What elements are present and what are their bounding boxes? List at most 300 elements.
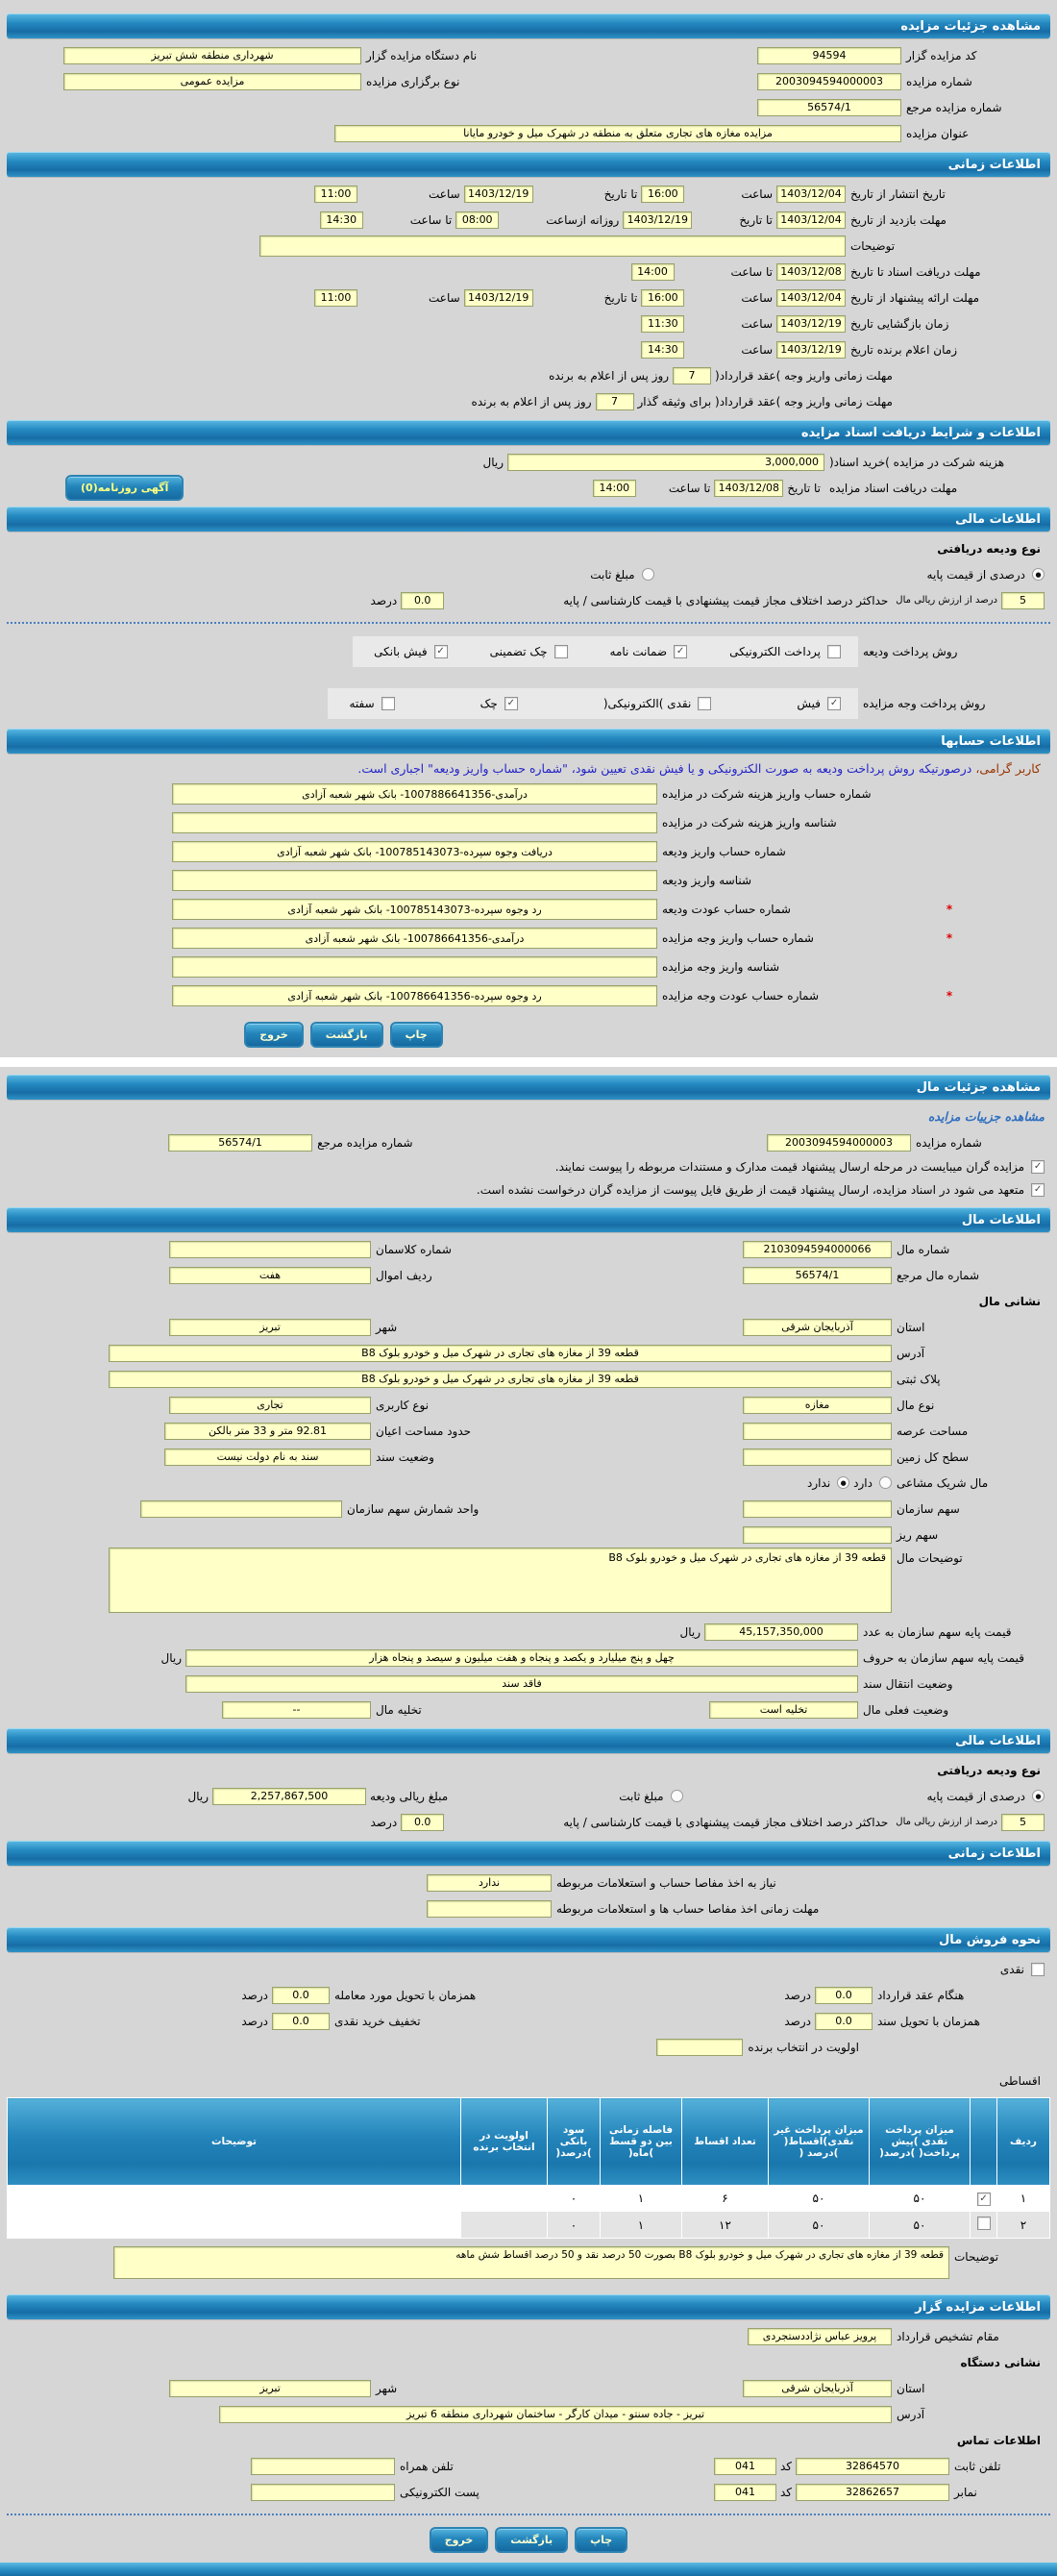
publish-time-from-field[interactable]: 16:00 <box>641 186 684 203</box>
to-date-label: تا تاریخ <box>739 212 773 227</box>
deposit-amount-field[interactable]: 2,257,867,500 <box>212 1788 366 1805</box>
org-share-unit-label: واحد شمارش سهم سازمان <box>347 1501 479 1516</box>
percent-of-base-radio[interactable]: ● <box>1032 568 1045 581</box>
city-label: شهر <box>376 2381 398 2395</box>
account-row <box>7 895 1050 924</box>
row-agency-province-city <box>7 2375 1050 2401</box>
classification-label: شماره کلاسمان <box>376 1242 452 1256</box>
row-clearance-need <box>7 1870 1050 1895</box>
section-header-time-info <box>7 152 1050 177</box>
row-contract-authority <box>7 2323 1050 2349</box>
winner-priority-label: اولویت در انتخاب برنده <box>748 2040 859 2054</box>
opening-time-label: زمان بازگشایی تاریخ <box>850 316 949 331</box>
to-hour-label: تا ساعت <box>668 481 711 495</box>
required-asterisk: * <box>946 989 953 1003</box>
org-share-field[interactable] <box>743 1500 892 1518</box>
at-contract-label: هنگام عقد قرارداد <box>877 1988 965 2002</box>
clearance-deadline-label: مهلت زمانی اخذ مفاصا حساب ها و استعلامات مربوطه <box>556 1901 820 1916</box>
asset-type-label: نوع مال <box>897 1398 935 1412</box>
time-desc-label: توضیحات <box>850 238 896 253</box>
visit-time-to-field[interactable]: 14:30 <box>320 211 363 229</box>
land-area-field[interactable] <box>743 1423 892 1440</box>
base-price-field[interactable]: 45,157,350,000 <box>704 1623 858 1641</box>
deed-transfer-label: وضعیت انتقال سند <box>863 1676 953 1691</box>
asset-desc-label: توضیحات مال <box>897 1551 963 1565</box>
account-field[interactable] <box>172 956 657 978</box>
has-partner-radio[interactable] <box>879 1476 892 1489</box>
percent-of-base-radio-label: درصدی از قیمت پایه <box>926 1789 1025 1803</box>
has-partner-label: دارد <box>853 1475 873 1490</box>
row-select-checkbox[interactable]: ✓ <box>977 2192 991 2206</box>
account-field[interactable] <box>172 870 657 891</box>
account-row <box>7 866 1050 895</box>
row-current-status <box>7 1697 1050 1722</box>
docs-deadline2-label: مهلت دریافت اسناد مزایده <box>829 481 958 495</box>
no-file-request-checkbox[interactable]: ✓ <box>1031 1183 1045 1197</box>
auction-ref-field[interactable]: 56574/1 <box>757 99 901 116</box>
current-status-label: وضعیت فعلی مال <box>863 1702 949 1717</box>
email-field[interactable] <box>251 2484 395 2501</box>
pay-deadline-1-field[interactable]: 7 <box>673 367 711 384</box>
row-code-agency <box>7 42 1050 68</box>
row-winner <box>7 336 1050 362</box>
row-cash-percents-1 <box>7 1982 1050 2008</box>
rial-unit-label: ریال <box>482 455 504 469</box>
max-diff-label: حداکثر درصد اختلاف مجاز قیمت پیشنهادی با قیمت کارشناسی / پایه <box>563 593 889 607</box>
cash-discount-field[interactable]: 0.0 <box>272 2013 330 2030</box>
auction-pay-method-label: روش پرداخت وجه مزایده <box>863 697 986 710</box>
hour-label: ساعت <box>741 290 773 305</box>
notice-body: درصورتیکه روش پرداخت ودیعه به صورت الکترونیکی و یا فیش نقدی تعیین شود، "شماره حساب واریز ودیعه" اجباری است. <box>357 761 972 776</box>
fax-field[interactable]: 32862657 <box>796 2484 949 2501</box>
participation-fee-label: هزینه شرکت در مزایده )خرید اسناد( <box>829 455 1005 469</box>
vacate-field[interactable]: -- <box>222 1701 371 1719</box>
max-diff-field[interactable]: 0.0 <box>401 592 444 609</box>
org-share-label: سهم سازمان <box>897 1501 960 1516</box>
auction-title-field[interactable]: مزایده مغازه های تجاری متعلق به منطقه در شهرک میل و خودرو مایانا <box>334 125 901 142</box>
offer-date-to-field[interactable]: 1403/12/19 <box>464 289 533 307</box>
account-row <box>7 981 1050 1010</box>
auction-pay-methods-panel <box>328 688 858 719</box>
deposit-type-label: نوع ودیعه دریافتی <box>937 1763 1041 1777</box>
top-button-row <box>7 1022 1050 1048</box>
phone-field[interactable]: 32864570 <box>796 2458 949 2475</box>
registration-plate-label: پلاک ثبتی <box>897 1372 941 1386</box>
fixed-amount-radio-label: مبلغ ثابت <box>590 567 635 582</box>
time-desc-field[interactable] <box>259 235 846 257</box>
promissory-note-label: سفته <box>349 697 375 710</box>
cash-electronic-label: نقدی )الکترونیکی( <box>602 697 692 710</box>
at-deed-transfer-field[interactable]: 0.0 <box>815 2013 873 2030</box>
publish-date-to-field[interactable]: 1403/12/19 <box>464 186 533 203</box>
bank-slip-checkbox[interactable]: ✓ <box>434 645 448 658</box>
section-title: اطلاعات حسابها <box>941 733 1041 749</box>
row-deposit-radios-2 <box>7 1783 1050 1809</box>
col-winner-priority: اولویت در انتخاب برنده <box>461 2098 548 2186</box>
docs-deadline2-date-field[interactable]: 1403/12/08 <box>714 480 783 497</box>
installment-row-1 <box>8 2186 1050 2212</box>
mobile-field[interactable] <box>251 2458 395 2475</box>
row-clearance-deadline <box>7 1895 1050 1921</box>
row-auction-details-link <box>7 1103 1050 1129</box>
publish-time-to-field[interactable]: 11:00 <box>314 186 357 203</box>
cash-electronic-checkbox[interactable] <box>698 697 711 710</box>
auctioneer-code-label: کد مزایده گزار <box>906 48 977 62</box>
fax-label: نمابر <box>954 2485 977 2499</box>
row-opening <box>7 310 1050 336</box>
deed-transfer-field[interactable]: فاقد سند <box>185 1675 858 1693</box>
city-label: شهر <box>376 1320 398 1334</box>
participation-fee-field[interactable]: 3,000,000 <box>507 454 824 471</box>
required-asterisk: * <box>946 931 953 945</box>
winner-priority <box>461 2212 548 2239</box>
building-area-label: حدود مساحت اعیان <box>376 1424 472 1438</box>
offer-time-to-field[interactable]: 11:00 <box>314 289 357 307</box>
exit-button[interactable]: خروج <box>430 2527 489 2553</box>
building-area-field[interactable]: 92.81 متر و 33 متر بالکن <box>164 1423 371 1440</box>
section-title: مشاهده جزئیات مزایده <box>900 18 1041 34</box>
agency-name-field[interactable]: شهرداری منطقه شش تبریز <box>63 47 361 64</box>
account-label: شماره حساب عودت وجه مزایده <box>662 989 820 1003</box>
visit-date-from-field[interactable]: 1403/12/04 <box>776 211 846 229</box>
installment-row-2 <box>8 2212 1050 2239</box>
base-price-label: قیمت پایه سهم سازمان به عدد <box>863 1624 1012 1639</box>
winner-priority-field[interactable] <box>656 2039 743 2056</box>
notice-lead: کاربر گرامی، <box>975 761 1041 776</box>
slip-checkbox[interactable]: ✓ <box>827 697 841 710</box>
classification-field[interactable] <box>169 1241 371 1258</box>
area-code-label: کد <box>779 2485 792 2499</box>
area-code-field[interactable]: 041 <box>714 2458 776 2475</box>
current-status-field[interactable]: تخلیه است <box>709 1701 858 1719</box>
percent-unit-label: درصد <box>784 2014 811 2028</box>
section-title: اطلاعات و شرایط دریافت اسناد مزایده <box>800 425 1041 440</box>
auction-number-label: شماره مزایده <box>906 74 972 88</box>
percent-unit-label: درصد <box>370 1815 398 1829</box>
required-asterisk: * <box>946 903 953 916</box>
visit-time-from-field[interactable]: 08:00 <box>455 211 499 229</box>
section-title: اطلاعات مالی <box>955 511 1041 527</box>
back-button[interactable]: بازگشت <box>310 1022 383 1048</box>
percent-unit-label: درصد <box>241 1988 268 2002</box>
daily-from-hour-label: روزانه ازساعت <box>546 212 620 227</box>
rial-unit-label: ریال <box>187 1789 209 1803</box>
attachment-required-label: مزایده گران میبایست در مرحله ارسال پیشنهاد قیمت مدارک و مستندات مربوطه را پیوست نمایند. <box>554 1160 1024 1174</box>
row-area <box>7 1418 1050 1444</box>
asset-desc-field[interactable]: قطعه 39 از مغازه های تجاری در شهرک میل و خودرو بلوک B8 <box>109 1548 892 1613</box>
fixed-amount-radio[interactable] <box>671 1790 683 1802</box>
percent-unit-label: درصد <box>370 593 398 607</box>
row-commitment-1 <box>7 1155 1050 1178</box>
to-hour-label: تا ساعت <box>730 264 773 279</box>
fixed-amount-radio[interactable] <box>642 568 654 581</box>
usage-type-field[interactable]: تجاری <box>169 1397 371 1414</box>
electronic-payment-checkbox[interactable] <box>827 645 841 658</box>
certified-cheque-label: چک تضمینی <box>489 645 548 658</box>
auction-number-label: شماره مزایده <box>916 1135 982 1150</box>
installments-count: ۱۲ <box>682 2212 769 2239</box>
row-plate <box>7 1366 1050 1392</box>
col-installment-gap: فاصله زمانی بین دو قسط )ماه( <box>601 2098 682 2186</box>
no-partner-radio[interactable]: ● <box>837 1476 849 1489</box>
org-share-unit-field[interactable] <box>140 1500 342 1518</box>
percent-unit-label: درصد <box>241 2014 268 2028</box>
rial-unit-label: ریال <box>679 1624 701 1639</box>
base-price-words-field[interactable]: چهل و پنج میلیارد و یکصد و پنجاه و هفت میلیون و سیصد و پنجاه هزار <box>185 1649 858 1667</box>
address-label: آدرس <box>897 1346 925 1360</box>
col-noncash-percent: میزان پرداخت غیر نقدی)اقساط( )درصد ( <box>769 2098 870 2186</box>
notes <box>8 2186 461 2212</box>
bottom-blue-strip <box>0 2563 1057 2576</box>
offer-date-from-field[interactable]: 1403/12/04 <box>776 289 846 307</box>
deposit-percent-label: درصد از ارزش ریالی مال <box>896 595 997 606</box>
row-installment-title <box>7 2068 1050 2093</box>
section-header-asset-info <box>7 1207 1050 1232</box>
offer-time-from-field[interactable]: 16:00 <box>641 289 684 307</box>
usage-type-label: نوع کاربری <box>376 1398 430 1412</box>
row-province-city <box>7 1314 1050 1340</box>
percent-unit-label: درصد <box>784 1988 811 2002</box>
auction-title-label: عنوان مزایده <box>906 126 970 140</box>
area-code-field[interactable]: 041 <box>714 2484 776 2501</box>
col-bank-interest: سود بانکی )درصد( <box>548 2098 601 2186</box>
row-select-checkbox[interactable] <box>977 2217 991 2230</box>
vacate-label: تخلیه مال <box>376 1702 422 1717</box>
asset-address-title: نشانی مال <box>978 1294 1041 1308</box>
minor-share-label: سهم ریز <box>897 1527 939 1542</box>
row-org-share <box>7 1496 1050 1522</box>
winner-priority <box>461 2186 548 2212</box>
pay-deadline-2-field[interactable]: 7 <box>596 393 634 410</box>
deposit-percent-field[interactable]: 5 <box>1001 1814 1045 1831</box>
asset-ref-label: شماره مال مرجع <box>897 1268 980 1282</box>
cheque-checkbox[interactable]: ✓ <box>504 697 518 710</box>
address-field[interactable]: تبریز - جاده سنتو - میدان کارگر - ساختمان شهرداری منطقه 6 تبریز <box>219 2406 892 2423</box>
section-header-accounts-info <box>7 729 1050 754</box>
section-title: اطلاعات زمانی <box>947 1845 1041 1861</box>
visit-date-to-field[interactable]: 1403/12/19 <box>623 211 692 229</box>
auction-type-field[interactable]: مزایده عمومی <box>63 73 361 90</box>
row-asset-type <box>7 1392 1050 1418</box>
opening-time-field[interactable]: 11:30 <box>641 315 684 333</box>
account-label: شناسه واریز وجه مزایده <box>662 960 780 974</box>
newspaper-ad-button[interactable]: آگهی روزنامه(0) <box>65 475 184 501</box>
account-field[interactable]: رد وجوه سپرده-100785143073- بانک شهر شعبه آزادی <box>172 899 657 920</box>
account-field[interactable]: رد وجوه سپرده-100786641356- بانک شهر شعبه آزادی <box>172 985 657 1006</box>
installment-gap: ۱ <box>601 2186 682 2212</box>
col-installments-count: تعداد اقساط <box>682 2098 769 2186</box>
row-transfer-status <box>7 1671 1050 1697</box>
deed-status-field[interactable]: سند به نام دولت نیست <box>164 1449 371 1466</box>
auction-details-link[interactable]: مشاهده جزییات مزایده <box>927 1109 1045 1124</box>
installment-table <box>7 2097 1050 2239</box>
city-field[interactable]: تبریز <box>169 1319 371 1336</box>
fixed-amount-radio-label: مبلغ ثابت <box>619 1789 664 1803</box>
clearance-need-label: نیاز به اخذ مفاصا حساب و استعلامات مربوطه <box>556 1875 776 1890</box>
visit-period-label: مهلت بازدید از تاریخ <box>850 212 946 227</box>
attachment-required-checkbox[interactable]: ✓ <box>1031 1160 1045 1174</box>
pay-deadline-2-suffix: روز پس از اعلام به برنده <box>471 394 592 409</box>
city-field[interactable]: تبریز <box>169 2380 371 2397</box>
section-title: اطلاعات مالی <box>955 1733 1041 1748</box>
cash-sale-checkbox[interactable] <box>1031 1963 1045 1976</box>
section-title: اطلاعات مال <box>961 1212 1041 1227</box>
row-deposit-percent-2 <box>7 1809 1050 1835</box>
contract-authority-field[interactable]: پرویز عباس نژاددستجردی <box>748 2328 892 2345</box>
row-shared-ownership <box>7 1470 1050 1496</box>
asset-number-label: شماره مال <box>897 1242 950 1256</box>
auction-ref-field[interactable]: 56574/1 <box>168 1134 312 1152</box>
row-base-price <box>7 1619 1050 1645</box>
province-field[interactable]: آذربایجان شرقی <box>743 2380 892 2397</box>
hour-label: ساعت <box>741 316 773 331</box>
pay-deadline-2-label: مهلت زمانی واریز وجه )عقد قرارداد( برای وثیقه گذار <box>637 394 893 409</box>
publish-date-label: تاریخ انتشار از تاریخ <box>850 186 946 201</box>
total-land-field[interactable] <box>743 1449 892 1466</box>
auction-number-field[interactable]: 2003094594000003 <box>767 1134 911 1152</box>
pay-deadline-1-suffix: روز پس از اعلام به برنده <box>549 368 670 383</box>
row-deposit-percent <box>7 587 1050 613</box>
auction-type-label: نوع برگزاری مزایده <box>366 74 460 88</box>
dotted-divider <box>7 2514 1050 2515</box>
account-field[interactable]: درآمدی-100786641356- بانک شهر شعبه آزادی <box>172 928 657 949</box>
address-field[interactable]: قطعه 39 از مغازه های تجاری در شهرک میل و خودرو بلوک B8 <box>109 1345 892 1362</box>
docs-deadline-time-field[interactable]: 14:00 <box>631 263 675 281</box>
clearance-deadline-field[interactable] <box>427 1900 552 1918</box>
account-label: شماره حساب واریز هزینه شرکت در مزایده <box>662 787 872 801</box>
row-deposit-type-title <box>7 535 1050 561</box>
asset-row-field[interactable]: هفت <box>169 1267 371 1284</box>
agency-address-title: نشانی دستگاه <box>960 2355 1041 2369</box>
section-title: اطلاعات مزایده گزار <box>915 2299 1041 2315</box>
account-row <box>7 808 1050 837</box>
hour-label: ساعت <box>741 342 773 357</box>
percent-of-base-radio[interactable]: ● <box>1032 1790 1045 1802</box>
row-winner-priority <box>7 2034 1050 2060</box>
row-base-price-words <box>7 1645 1050 1671</box>
percent-of-base-radio-label: درصدی از قیمت پایه <box>926 567 1025 582</box>
row-publish <box>7 181 1050 207</box>
clearance-need-field[interactable]: ندارد <box>427 1874 552 1892</box>
asset-ref-field[interactable]: 56574/1 <box>743 1267 892 1284</box>
docs-deadline-date-field[interactable]: 1403/12/08 <box>776 263 846 281</box>
asset-type-field[interactable]: مغازه <box>743 1397 892 1414</box>
certified-cheque-checkbox[interactable] <box>554 645 568 658</box>
row-visit <box>7 207 1050 233</box>
province-field[interactable]: آذربایجان شرقی <box>743 1319 892 1336</box>
registration-plate-field[interactable]: قطعه 39 از مغازه های تجاری در شهرک میل و خودرو بلوک B8 <box>109 1371 892 1388</box>
row-deposit-type-title-2 <box>7 1757 1050 1783</box>
section-title: اطلاعات زمانی <box>947 157 1041 172</box>
shared-ownership-label: مال شریک مشاعی <box>897 1475 989 1490</box>
guarantee-letter-checkbox[interactable]: ✓ <box>674 645 687 658</box>
auction-number-field[interactable]: 2003094594000003 <box>757 73 901 90</box>
address-label: آدرس <box>897 2407 925 2421</box>
promissory-note-checkbox[interactable] <box>381 697 395 710</box>
row-fee <box>7 449 1050 475</box>
row-asset-ref <box>7 1262 1050 1288</box>
notes <box>8 2212 461 2239</box>
offer-period-label: مهلت ارائه پیشنهاد از تاریخ <box>850 290 980 305</box>
col-row-number: ردیف <box>997 2098 1050 2186</box>
col-cash-percent: میزان پرداخت نقدی )پیش پرداخت( )درصد( <box>870 2098 971 2186</box>
account-field[interactable]: دریافت وجوه سپرده-100785143073- بانک شهر شعبه آزادی <box>172 841 657 862</box>
opening-date-field[interactable]: 1403/12/19 <box>776 315 846 333</box>
deposit-percent-field[interactable]: 5 <box>1001 592 1045 609</box>
installment-gap: ۱ <box>601 2212 682 2239</box>
auctioneer-code-field[interactable]: 94594 <box>757 47 901 64</box>
slip-label: فیش <box>797 697 821 710</box>
exit-button[interactable]: خروج <box>244 1022 304 1048</box>
row-number: ۱ <box>997 2186 1050 2212</box>
auction-ref-label: شماره مزایده مرجع <box>906 100 1002 114</box>
noncash-percent: ۵۰ <box>769 2186 870 2212</box>
row-pay-deadline-1 <box>7 362 1050 388</box>
winner-time-field[interactable]: 14:30 <box>641 341 684 359</box>
bank-slip-label: فیش بانکی <box>374 645 428 658</box>
agency-name-label: نام دستگاه مزایده گزار <box>366 48 478 62</box>
row-auction-pay-methods <box>7 684 1050 723</box>
no-partner-label: ندارد <box>807 1475 831 1490</box>
asset-number-field[interactable]: 2103094594000066 <box>743 1241 892 1258</box>
back-button[interactable]: بازگشت <box>495 2527 568 2553</box>
print-button[interactable]: چاپ <box>390 1022 443 1048</box>
section-header-financial-info-2 <box>7 1728 1050 1753</box>
asset-row-label: ردیف اموال <box>376 1268 432 1282</box>
account-row <box>7 837 1050 866</box>
max-diff-field[interactable]: 0.0 <box>401 1814 444 1831</box>
account-label: شناسه واریز هزینه شرکت در مزایده <box>662 816 837 830</box>
account-row <box>7 953 1050 981</box>
row-land-deed <box>7 1444 1050 1470</box>
docs-deadline2-time-field[interactable]: 14:00 <box>593 480 636 497</box>
at-delivery-field[interactable]: 0.0 <box>272 1987 330 2004</box>
row-address <box>7 1340 1050 1366</box>
cash-sale-label: نقدی <box>999 1962 1024 1976</box>
sale-desc-label: توضیحات <box>954 2250 999 2264</box>
row-fax <box>7 2479 1050 2505</box>
account-field[interactable]: درآمدی-1007886641356- بانک شهر شعبه آزادی <box>172 783 657 805</box>
province-label: استان <box>897 1320 925 1334</box>
deposit-type-label: نوع ودیعه دریافتی <box>937 541 1041 556</box>
to-date-label: تا تاریخ <box>603 290 638 305</box>
hour-label: ساعت <box>429 186 460 201</box>
cash-discount-label: تخفیف خرید نقدی <box>334 2014 421 2028</box>
row-number: ۲ <box>997 2212 1050 2239</box>
row-phone <box>7 2453 1050 2479</box>
installment-table-header <box>8 2098 1050 2186</box>
publish-date-from-field[interactable]: 1403/12/04 <box>776 186 846 203</box>
row-auction-no-ref <box>7 1129 1050 1155</box>
section-header-auction-details <box>7 13 1050 38</box>
cheque-label: چک <box>479 697 498 710</box>
winner-date-field[interactable]: 1403/12/19 <box>776 341 846 359</box>
row-sale-desc <box>7 2246 1050 2289</box>
minor-share-field[interactable] <box>743 1526 892 1544</box>
dotted-divider <box>7 622 1050 624</box>
print-button[interactable]: چاپ <box>575 2527 627 2553</box>
land-area-label: مساحت عرصه <box>897 1424 969 1438</box>
to-date-label: تا تاریخ <box>787 481 821 495</box>
hour-label: ساعت <box>429 290 460 305</box>
section-header-sale-method <box>7 1927 1050 1952</box>
at-contract-field[interactable]: 0.0 <box>815 1987 873 2004</box>
account-field[interactable] <box>172 812 657 833</box>
sale-desc-field[interactable]: قطعه 39 از مغازه های تجاری در شهرک میل و خودرو بلوک B8 بصورت 50 درصد نقد و 50 درصد اقساط شش ماهه <box>113 2246 949 2279</box>
contract-authority-label: مقام تشخیص قرارداد <box>897 2329 999 2343</box>
bottom-button-row <box>7 2527 1050 2553</box>
cash-percent: ۵۰ <box>870 2186 971 2212</box>
